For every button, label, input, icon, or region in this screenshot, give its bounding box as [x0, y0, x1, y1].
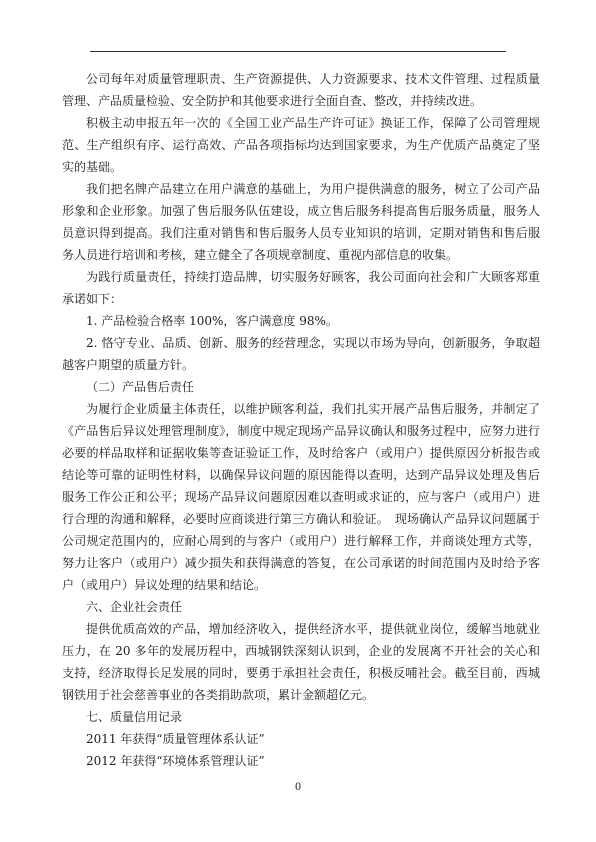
paragraph-after-sales: 为履行企业质量主体责任，以维护顾客利益，我们扎实开展产品售后服务，并制定了《产品售后异议处理管理制度》，制度中规定现场产品异议确认和服务过程中，应努力进行必要的样品取样和证据收集等查证验证工作，及时给客户（或用户）提供原因分析报告或结论等可靠的证明性材料，以确保异议问题的原因能得以查明，达到产品异议处理及售后服务工作公正和公平；现场产品异议问题原因难以查明或求证的，应与客户（或用户）进行合理的沟通和解释，必要时应商谈进行第三方确认和验证。 现场确认产品异议问题属于公司规定范围内的，应耐心周到的与客户（或用户）进行解释工作，并商谈处理方式等，努力让客户（或用户）减少损失和获得满意的答复，在公司承诺的时间范围内及时给予客户（或用户）异议处理的结果和结论。 [62, 402, 540, 592]
credit-record-2011: 2011 年获得“质量管理体系认证” [86, 732, 265, 746]
header-rule [90, 51, 506, 52]
section-heading-after-sales: （二）产品售后责任 [86, 380, 195, 394]
body-text [62, 68, 540, 772]
page-number: 0 [294, 782, 302, 793]
paragraph-license-renewal: 积极主动申报五年一次的《全国工业产品生产许可证》换证工作，保障了公司管理规范、生产组织有序、运行高效、产品各项指标均达到国家要求，为生产优质产品奠定了坚实的基础。 [62, 116, 540, 174]
paragraph-social-responsibility: 提供优质高效的产品，增加经济收入，提供经济水平，提供就业岗位，缓解当地就业压力，在 20 多年的发展历程中，西城钢铁深刻认识到，企业的发展离不开社会的关心和支持，经济取得长足发展的同时，要勇于承担社会责任，积极反哺社会。截至目前，西城钢铁用于社会慈善事业的各类捐助款项，累计金额超亿元。 [62, 622, 540, 702]
paragraph-brand-service: 我们把名牌产品建立在用户满意的基础上，为用户提供满意的服务，树立了公司产品形象和企业形象。加强了售后服务队伍建设，成立售后服务科提高售后服务质量，服务人员意识得到提高。我们注重对销售和售后服务人员专业知识的培训，定期对销售和售后服务人员进行培训和考核，建立健全了各项规章制度、重视内部信息的收集。 [62, 182, 540, 262]
commitment-item-1: 1. 产品检验合格率 100%，客户满意度 98%。 [86, 314, 338, 328]
section-heading-social-responsibility: 六、企业社会责任 [86, 600, 183, 614]
section-heading-credit-record: 七、质量信用记录 [86, 710, 183, 724]
paragraph-commitment-intro: 为践行质量责任，持续打造品牌，切实服务好顾客，我公司面向社会和广大顾客郑重承诺如下： [62, 270, 540, 306]
commitment-item-2: 2. 恪守专业、品质、创新、服务的经营理念，实现以市场为导向，创新服务，争取超越客户期望的质量方针。 [62, 336, 540, 372]
credit-record-2012: 2012 年获得“环境体系管理认证” [86, 754, 265, 768]
paragraph-self-inspection: 公司每年对质量管理职责、生产资源提供、人力资源要求、技术文件管理、过程质量管理、产品质量检验、安全防护和其他要求进行全面自查、整改，并持续改进。 [62, 72, 540, 108]
